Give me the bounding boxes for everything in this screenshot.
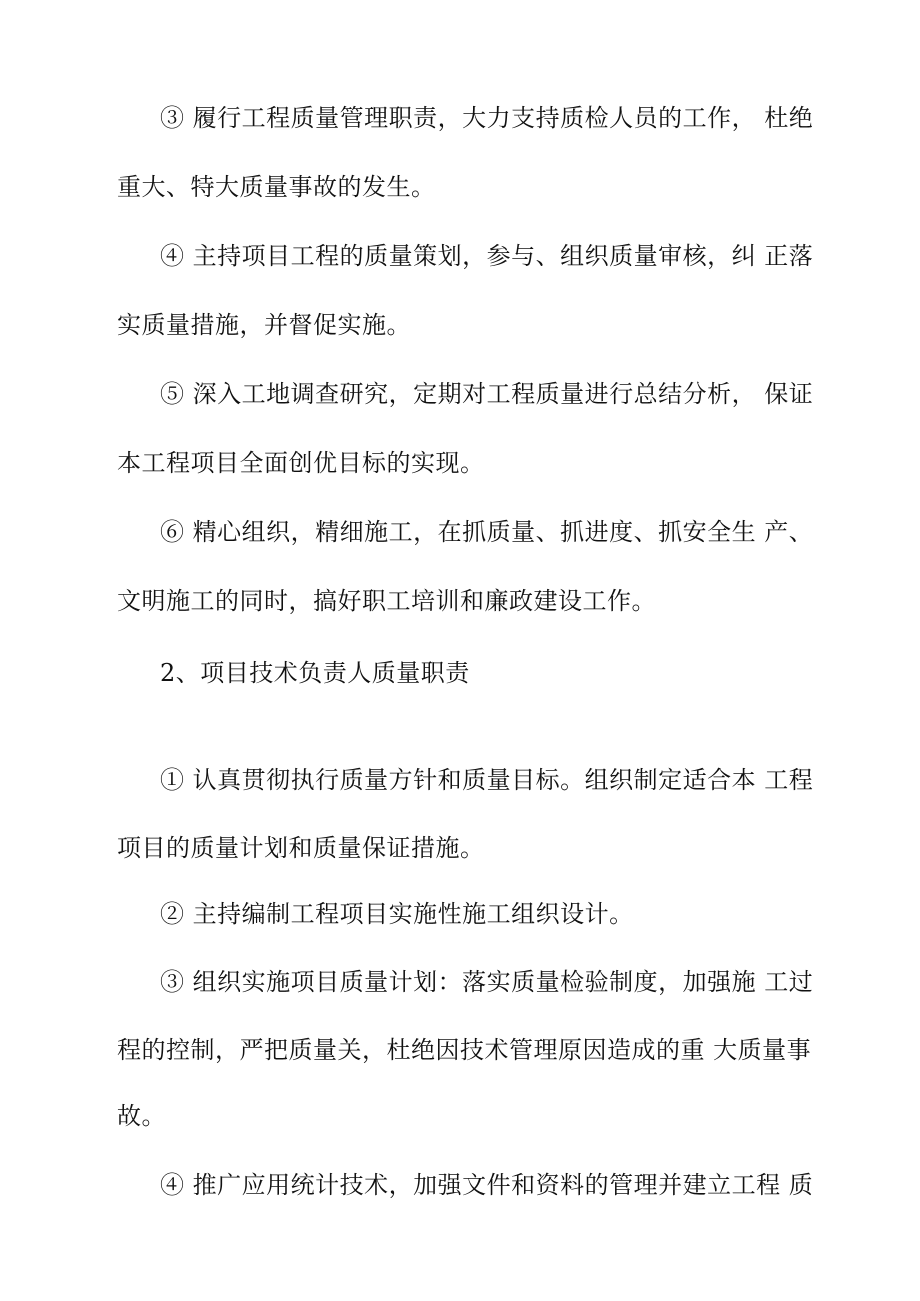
paragraph-line: 项目的质量计划和质量保证措施。 bbox=[117, 834, 485, 862]
paragraph-line: ⑥ 精心组织，精细施工，在抓质量、抓进度、抓安全生 产、 bbox=[160, 518, 814, 546]
paragraph-line: ② 主持编制工程项目实施性施工组织设计。 bbox=[160, 900, 634, 928]
paragraph-line: 程的控制，严把质量关，杜绝因技术管理原因造成的重 大质量事 bbox=[117, 1036, 812, 1064]
paragraph-line: 重大、特大质量事故的发生。 bbox=[117, 173, 436, 201]
paragraph-line: ③ 履行工程质量管理职责，大力支持质检人员的工作， 杜绝 bbox=[160, 104, 814, 132]
paragraph-line: 文明施工的同时，搞好职工培训和廉政建设工作。 bbox=[117, 587, 656, 615]
section-heading: 2、项目技术负责人质量职责 bbox=[160, 659, 470, 687]
paragraph-line: 本工程项目全面创优目标的实现。 bbox=[117, 449, 485, 477]
paragraph-line: ① 认真贯彻执行质量方针和质量目标。组织制定适合本 工程 bbox=[160, 766, 814, 794]
paragraph-line: ⑤ 深入工地调查研究，定期对工程质量进行总结分析， 保证 bbox=[160, 380, 814, 408]
paragraph-line: ④ 推广应用统计技术，加强文件和资料的管理并建立工程 质 bbox=[160, 1171, 814, 1199]
paragraph-line: 实质量措施，并督促实施。 bbox=[117, 311, 411, 339]
paragraph-line: 故。 bbox=[117, 1102, 166, 1130]
paragraph-line: ③ 组织实施项目质量计划：落实质量检验制度，加强施 工过 bbox=[160, 968, 814, 996]
paragraph-line: ④ 主持项目工程的质量策划，参与、组织质量审核，纠 正落 bbox=[160, 242, 814, 270]
